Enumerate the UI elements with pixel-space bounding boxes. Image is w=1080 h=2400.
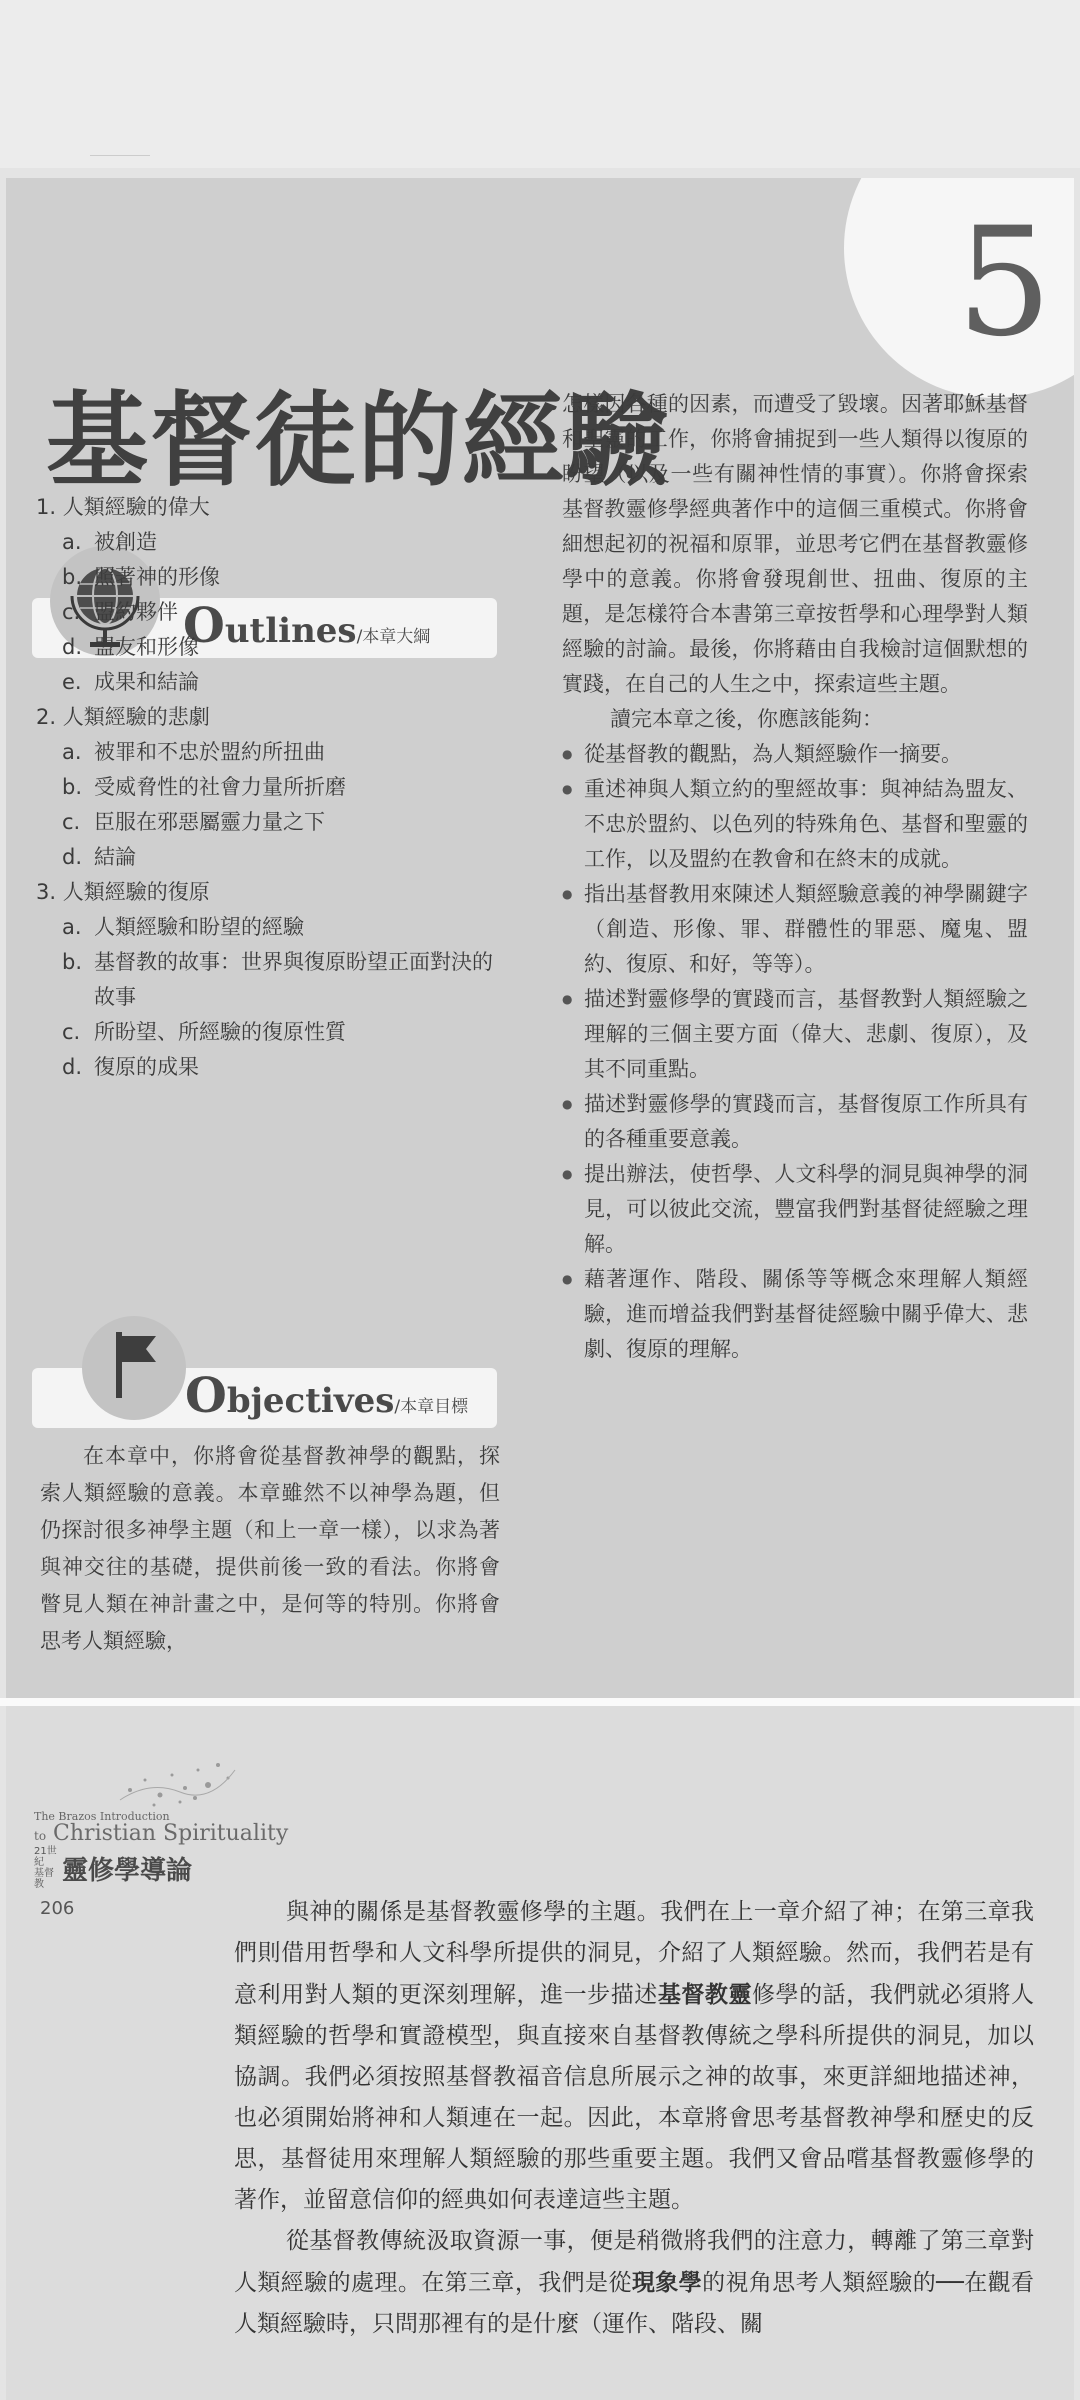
outlines-heading-initial: O (183, 598, 225, 654)
book-series-label: 21世紀 基督教 (34, 1846, 57, 1890)
objectives-heading-initial: O (185, 1368, 227, 1424)
objectives-paragraph: 在本章中，你將會從基督教神學的觀點，探索人類經驗的意義。本章雖然不以神學為題，但仍探討很多神學主題（和上一章一樣），以求為著與神交往的基礎，提供前後一致的看法。你將會瞥見人類在神計畫之中，是何等的特別。你將會思考人類經驗， (40, 1444, 500, 1653)
body-text (234, 1892, 1034, 2345)
page-number: 206 (40, 1898, 75, 1919)
body-paragraph: 從基督教傳統汲取資源一事，便是稍微將我們的注意力，轉離了第三章對人類經驗的處理。在第三章，我們是從現象學的視角思考人類經驗的──在觀看人類經驗時，只問那裡有的是什麼（運作、階段、關 (234, 2228, 1035, 2337)
outline-item: c. 所盼望、所經驗的復原性質 (62, 1020, 346, 1044)
outline-section: 3. 人類經驗的復原 (36, 880, 210, 904)
objective-item: ● 重述神與人類立約的聖經故事：與神結為盟友、不忠於盟約、以色列的特殊角色、基督和聖靈的工作，以及盟約在教會和在終末的成就。 (562, 772, 1028, 877)
outlines-heading-rest: utlines (224, 611, 357, 651)
objective-item: ● 藉著運作、階段、關係等等概念來理解人類經驗，進而增益我們對基督徒經驗中關乎偉大、悲劇、復原的理解。 (562, 1262, 1028, 1367)
objectives-lead: 讀完本章之後，你應該能夠： (610, 707, 883, 731)
objective-item: ● 從基督教的觀點，為人類經驗作一摘要。 (562, 737, 1028, 772)
book-intro-en: The Brazos Introduction (34, 1810, 170, 1823)
objective-item: ● 指出基督教用來陳述人類經驗意義的神學關鍵字（創造、形像、罪、群體性的罪惡、魔鬼、盟約、復原、和好，等等）。 (562, 877, 1028, 982)
flag-icon (82, 1316, 186, 1420)
objective-item: ● 描述對靈修學的實踐而言，基督教對人類經驗之理解的三個主要方面（偉大、悲劇、復原），及其不同重點。 (562, 982, 1028, 1087)
outline-item: a. 被罪和不忠於盟約所扭曲 (62, 740, 325, 764)
outline-item: d. 結論 (62, 845, 136, 869)
outline-item: b. 基督教的故事：世界與復原盼望正面對決的故事 (62, 950, 493, 1009)
outline-item: b. 受威脅性的社會力量所折磨 (62, 775, 346, 799)
objectives-continuation: 怎樣因各種的因素，而遭受了毀壞。因著耶穌基督和聖靈的工作，你將會捕捉到一些人類得以復原的盼望（以及一些有關神性情的事實）。你將會探索基督教靈修學經典著作中的這個三重模式。你將會細想起初的祝福和原罪，並思考它們在基督教靈修學中的意義。你將會發現創世、扭曲、復原的主題，是怎樣符合本書第三章按哲學和心理學對人類經驗的討論。最後，你將藉由自我檢討這個默想的實踐，在自己的人生之中，探索這些主題。 (562, 392, 1028, 696)
objective-item: ● 描述對靈修學的實踐而言，基督復原工作所具有的各種重要意義。 (562, 1087, 1028, 1157)
outline-item: b. 照著神的形像 (62, 565, 220, 589)
outline-item: e. 成果和結論 (62, 670, 199, 694)
book-logo (34, 1810, 288, 1890)
objectives-right-column (562, 387, 1028, 1367)
outline-item: c. 盟約夥伴 (62, 600, 178, 624)
page-divider (0, 1698, 1080, 1706)
objectives-heading (185, 1368, 468, 1424)
outline-item: a. 被創造 (62, 530, 157, 554)
chapter-title: 基督徒的經驗 (46, 382, 670, 501)
objectives-heading-rest: bjectives (226, 1381, 395, 1421)
book-title-cn: 靈修學導論 (62, 1855, 193, 1886)
outline-list (36, 490, 506, 1085)
outline-item: d. 復原的成果 (62, 1055, 199, 1079)
outline-item: c. 臣服在邪惡屬靈力量之下 (62, 810, 325, 834)
outline-item: d. 盟友和形像 (62, 635, 199, 659)
outline-section: 2. 人類經驗的悲劇 (36, 705, 210, 729)
book-title-en: to Christian Spirituality (34, 1821, 289, 1846)
body-paragraph: 與神的關係是基督教靈修學的主題。我們在上一章介紹了神；在第三章我們則借用哲學和人文科學所提供的洞見，介紹了人類經驗。然而，我們若是有意利用對人類的更深刻理解，進一步描述基督教靈修學的話，我們就必須將人類經驗的哲學和實證模型，與直接來自基督教傳統之學科所提供的洞見，加以協調。我們必須按照基督教福音信息所展示之神的故事，來更詳細地描述神，也必須開始將神和人類連在一起。因此，本章將會思考基督教神學和歷史的反思，基督徒用來理解人類經驗的那些重要主題。我們又會品嚐基督教靈修學的著作，並留意信仰的經典如何表達這些主題。 (234, 1899, 1035, 2213)
previous-page-strip (0, 0, 1080, 168)
outline-section: 1. 人類經驗的偉大 (36, 495, 210, 519)
objectives-heading-sub: /本章目標 (394, 1397, 469, 1417)
objective-item: ● 提出辦法，使哲學、人文科學的洞見與神學的洞見，可以彼此交流，豐富我們對基督徒經驗之理解。 (562, 1157, 1028, 1262)
outline-item: a. 人類經驗和盼望的經驗 (62, 915, 304, 939)
outlines-heading-sub: /本章大綱 (356, 627, 431, 647)
objectives-list (562, 737, 1028, 1367)
chapter-number: 5 (956, 196, 1052, 370)
